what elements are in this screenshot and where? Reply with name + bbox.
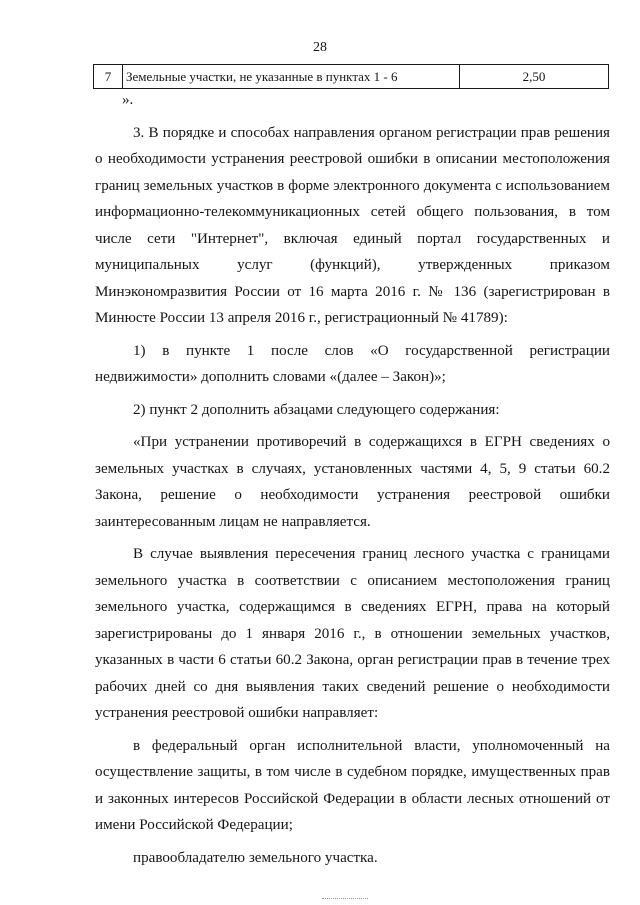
quoted-paragraph-4: правообладателю земельного участка.	[133, 849, 378, 866]
closing-quote: ».	[122, 92, 134, 108]
scan-artifact	[322, 898, 368, 899]
document-body	[95, 87, 610, 871]
paragraph-subitem-1: 1) в пункте 1 после слов «О государственной регистрации недвижимости» дополнить словами «(далее – Закон)»;	[95, 342, 610, 385]
quoted-paragraph-1: «При устранении противоречий в содержащихся в ЕГРН сведениях о земельных участках в случаях, установленных частями 4, 5, 9 статьи 60.2 Закона, решение о необходимости устранения реестровой ошибки заинтересованным лицам не направляется.	[95, 434, 610, 530]
table-row	[94, 65, 609, 89]
paragraph-item-3: 3. В порядке и способах направления органом регистрации прав решения о необходимости устранения реестровой ошибки в описании местоположения границ земельных участков в форме электронного документа с использованием информационно-телекоммуникационных сетей общего пользования, в том числе сети "Интернет", включая единый портал государственных и муниципальных услуг (функций), утвержденных приказом Минэкономразвития России от 16 марта 2016 г. № 136 (зарегистрирован в Минюсте России 13 апреля 2016 г., регистрационный № 41789):	[95, 124, 610, 326]
paragraph-subitem-2: 2) пункт 2 дополнить абзацами следующего содержания:	[133, 401, 500, 418]
quoted-paragraph-2: В случае выявления пересечения границ лесного участка с границами земельного участка в соответствии с описанием местоположения границ земельного участка, содержащимся в сведениях ЕГРН, права на который зарегистрированы до 1 января 2016 г., в отношении земельных участков, указанных в части 6 статьи 60.2 Закона, орган регистрации прав в течение трех рабочих дней со дня выявления таких сведений решение о необходимости устранения реестровой ошибки направляет:	[95, 546, 610, 721]
row-name-cell: Земельные участки, не указанные в пунктах 1 - 6	[123, 65, 460, 89]
row-number-cell: 7	[94, 65, 123, 89]
tariff-table	[93, 64, 609, 89]
quoted-paragraph-3: в федеральный орган исполнительной власти, уполномоченный на осуществление защиты, в том числе в судебном порядке, имущественных прав и законных интересов Российской Федерации в области лесных отношений от имени Российской Федерации;	[95, 737, 610, 833]
row-value-cell: 2,50	[460, 65, 609, 89]
page-number: 28	[313, 40, 327, 55]
